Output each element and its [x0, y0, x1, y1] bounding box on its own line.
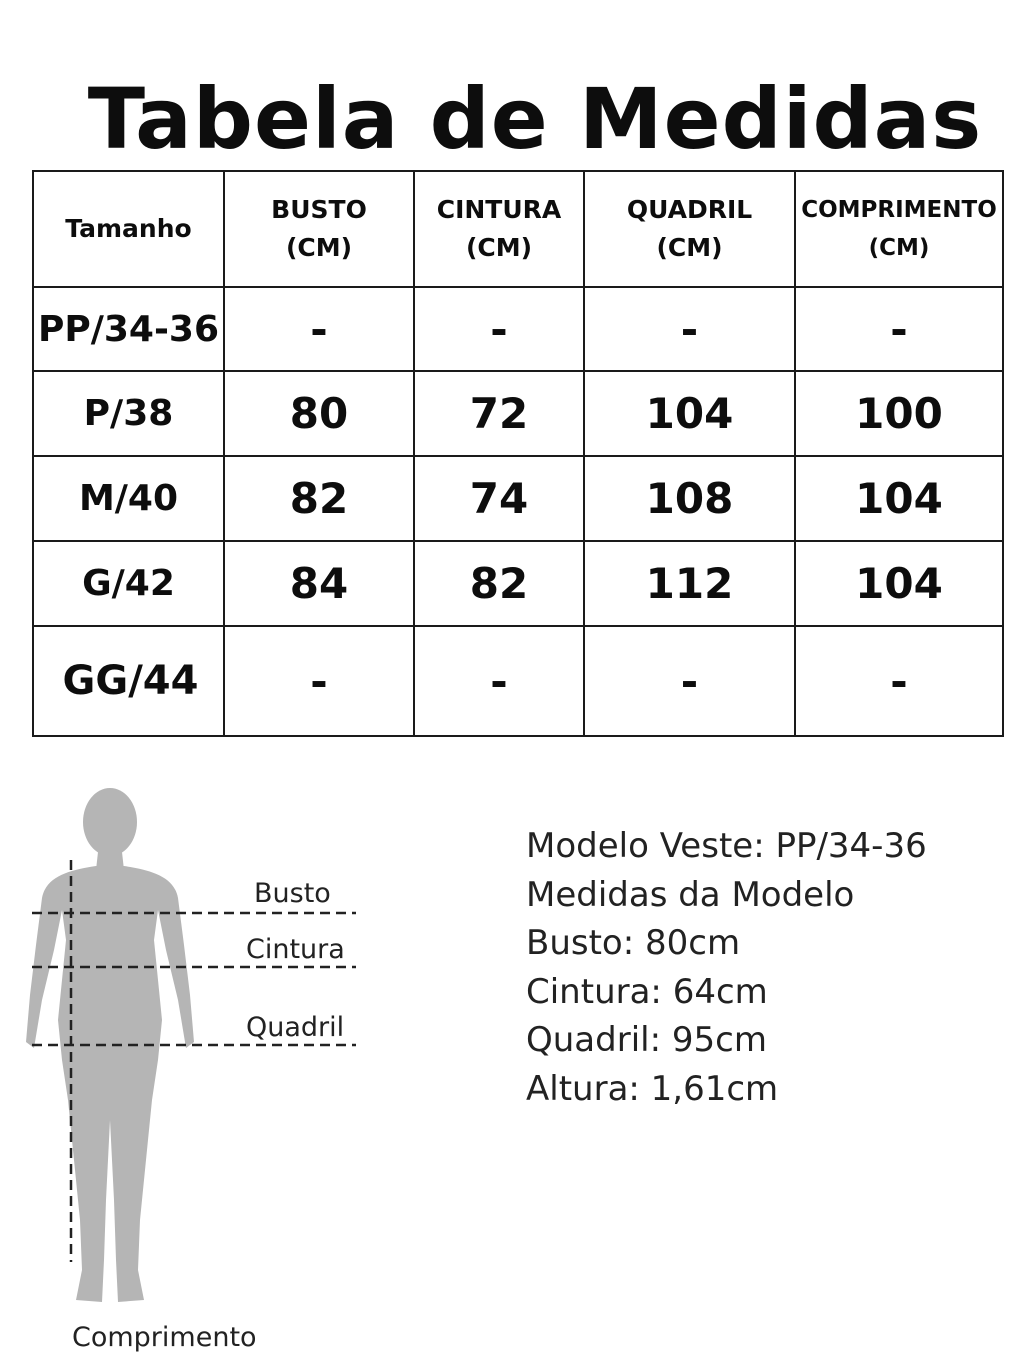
header-quadril: QUADRIL (CM) [584, 171, 795, 287]
header-cintura: CINTURA (CM) [414, 171, 584, 287]
quadril-cell: - [584, 287, 795, 371]
model-info-line: Modelo Veste: PP/34-36 [526, 826, 927, 866]
busto-cell: 80 [224, 371, 414, 456]
table-row [33, 541, 1003, 626]
quadril-cell: - [584, 626, 795, 736]
model-info [526, 822, 927, 1114]
model-info-line: Altura: 1,61cm [526, 1068, 779, 1109]
quadril-label: Quadril [246, 1012, 345, 1043]
cintura-cell: - [414, 287, 584, 371]
busto-cell: - [224, 287, 414, 371]
model-info-line: Busto: 80cm [526, 923, 741, 964]
size-cell: GG/44 [33, 626, 224, 736]
header-tamanho: Tamanho [33, 171, 224, 287]
comprimento-cell: - [795, 626, 1003, 736]
quadril-cell: 108 [584, 456, 795, 541]
cintura-cell: 72 [414, 371, 584, 456]
page-title: Tabela de Medidas [87, 70, 983, 168]
busto-cell: 84 [224, 541, 414, 626]
quadril-cell: 104 [584, 371, 795, 456]
busto-cell: 82 [224, 456, 414, 541]
cintura-label: Cintura [246, 934, 345, 965]
comprimento-cell: 104 [795, 456, 1003, 541]
table-row [33, 626, 1003, 736]
size-table [32, 170, 1004, 737]
table-row [33, 456, 1003, 541]
busto-label: Busto [254, 878, 331, 909]
body-silhouette-icon [10, 780, 370, 1320]
model-info-line: Cintura: 64cm [526, 971, 768, 1012]
model-info-line: Quadril: 95cm [526, 1020, 767, 1061]
size-cell: PP/34-36 [33, 287, 224, 371]
cintura-cell: - [414, 626, 584, 736]
table-row [33, 287, 1003, 371]
table-header-row [33, 171, 1003, 287]
comprimento-cell: 104 [795, 541, 1003, 626]
header-busto: BUSTO (CM) [224, 171, 414, 287]
comprimento-caption: Comprimento [72, 1322, 257, 1353]
size-cell: M/40 [33, 456, 224, 541]
header-comprimento: COMPRIMENTO (CM) [795, 171, 1003, 287]
table-row [33, 371, 1003, 456]
cintura-cell: 74 [414, 456, 584, 541]
comprimento-cell: 100 [795, 371, 1003, 456]
model-info-line: Medidas da Modelo [526, 874, 855, 915]
cintura-cell: 82 [414, 541, 584, 626]
comprimento-cell: - [795, 287, 1003, 371]
body-measurement-figure [10, 780, 370, 1320]
quadril-cell: 112 [584, 541, 795, 626]
size-cell: P/38 [33, 371, 224, 456]
busto-cell: - [224, 626, 414, 736]
size-cell: G/42 [33, 541, 224, 626]
